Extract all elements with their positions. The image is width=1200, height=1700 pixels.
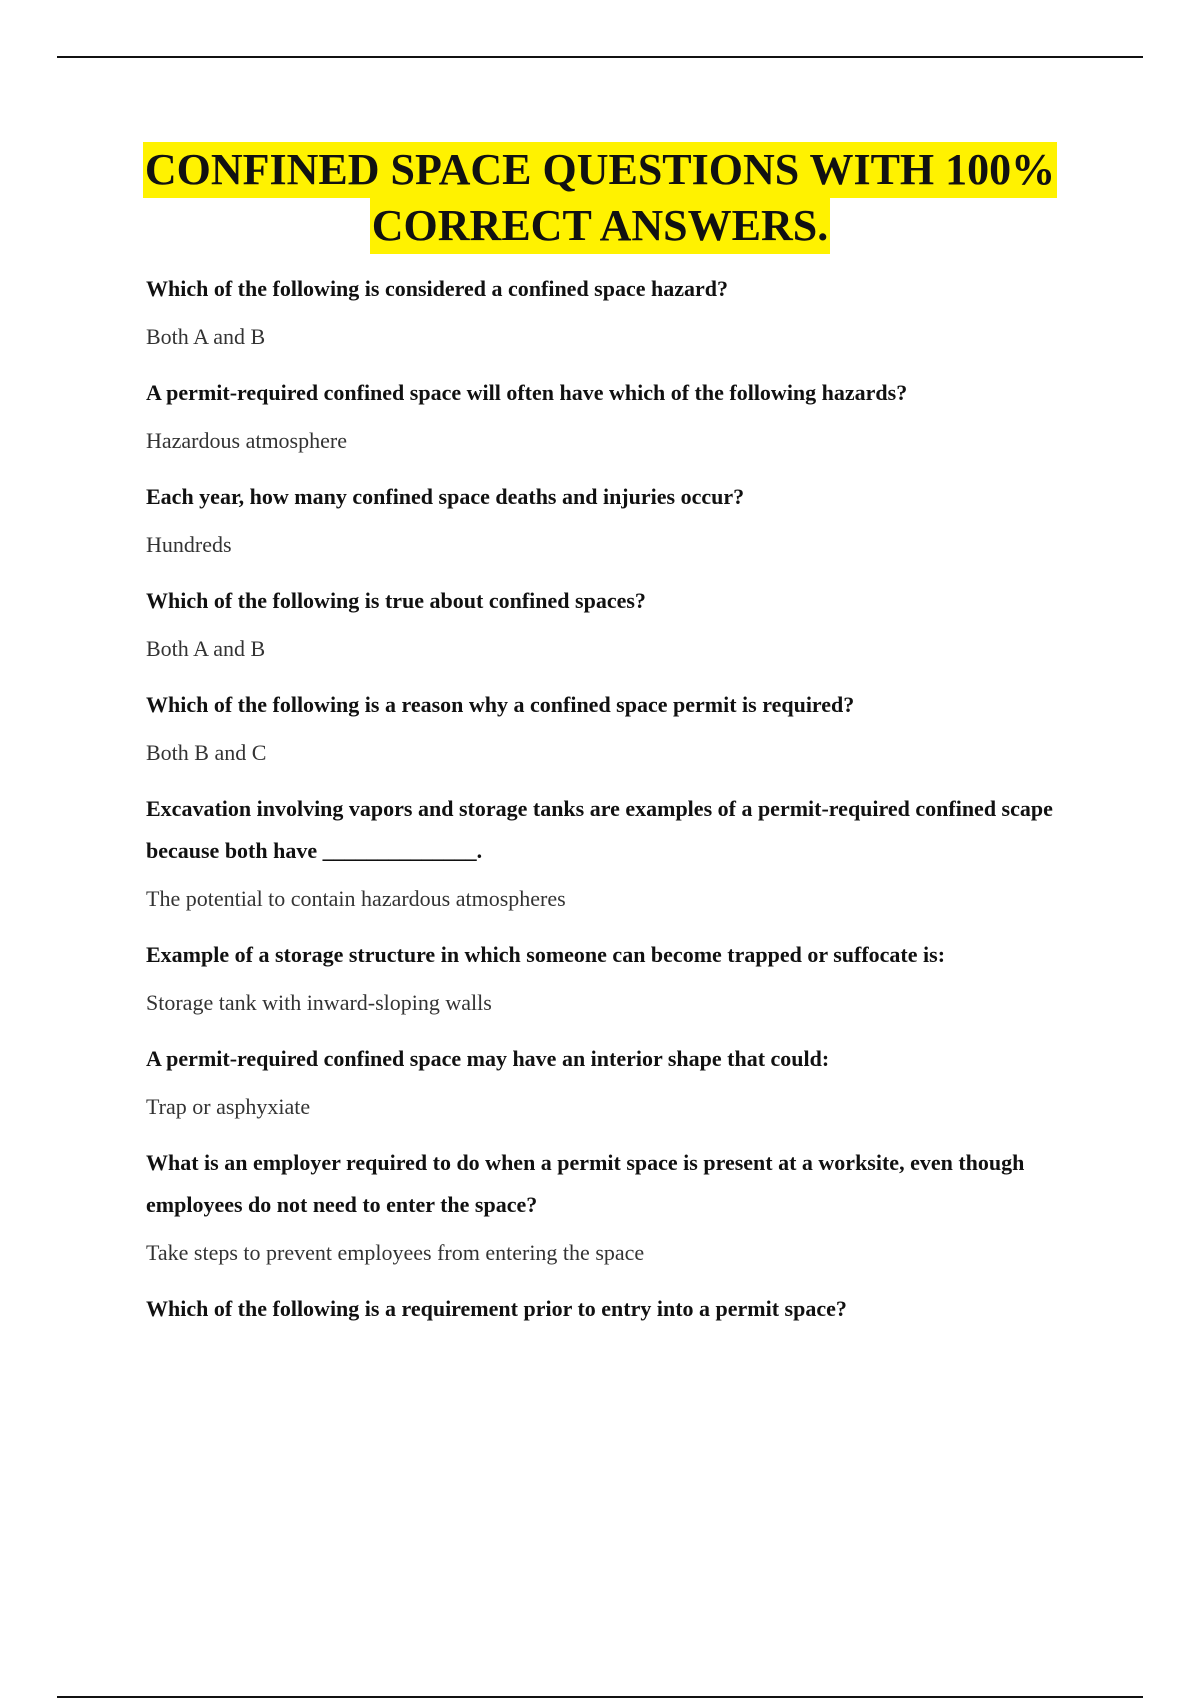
answer-text: Both B and C (146, 740, 267, 765)
question-text: A permit-required confined space may have an interior shape that could: (146, 1046, 830, 1071)
answer-text: Storage tank with inward-sloping walls (146, 990, 492, 1015)
answer-text: The potential to contain hazardous atmospheres (146, 886, 566, 911)
qa-item (146, 1038, 1096, 1122)
question-text: Which of the following is a requirement prior to entry into a permit space? (146, 1296, 847, 1321)
qa-list (146, 268, 1096, 1330)
qa-item (146, 684, 1096, 768)
top-rule (57, 56, 1143, 58)
question-text: Which of the following is considered a confined space hazard? (146, 276, 729, 301)
question-text: Each year, how many confined space deaths and injuries occur? (146, 484, 745, 509)
qa-item (146, 788, 1096, 914)
bottom-rule (57, 1696, 1143, 1698)
title-line-2: CORRECT ANSWERS. (370, 198, 830, 254)
qa-item (146, 372, 1096, 456)
question-text: Excavation involving vapors and storage tanks are examples of a permit-required confined scape because both have ______________. (146, 796, 1053, 863)
question-text: Which of the following is true about confined spaces? (146, 588, 646, 613)
question-text: A permit-required confined space will often have which of the following hazards? (146, 380, 908, 405)
qa-item (146, 268, 1096, 352)
answer-text: Both A and B (146, 324, 266, 349)
answer-text: Hazardous atmosphere (146, 428, 347, 453)
title-line-1: CONFINED SPACE QUESTIONS WITH 100% (143, 142, 1057, 198)
qa-item (146, 580, 1096, 664)
question-text: Which of the following is a reason why a confined space permit is required? (146, 692, 855, 717)
answer-text: Take steps to prevent employees from entering the space (146, 1240, 645, 1265)
qa-item (146, 934, 1096, 1018)
answer-text: Both A and B (146, 636, 266, 661)
question-text: Example of a storage structure in which someone can become trapped or suffocate is: (146, 942, 946, 967)
qa-item (146, 1288, 1096, 1330)
question-text: What is an employer required to do when a permit space is present at a worksite, even though employees do not need to enter the space? (146, 1150, 1025, 1217)
qa-item (146, 1142, 1096, 1268)
document-title (0, 142, 1200, 254)
answer-text: Trap or asphyxiate (146, 1094, 311, 1119)
qa-item (146, 476, 1096, 560)
answer-text: Hundreds (146, 532, 232, 557)
